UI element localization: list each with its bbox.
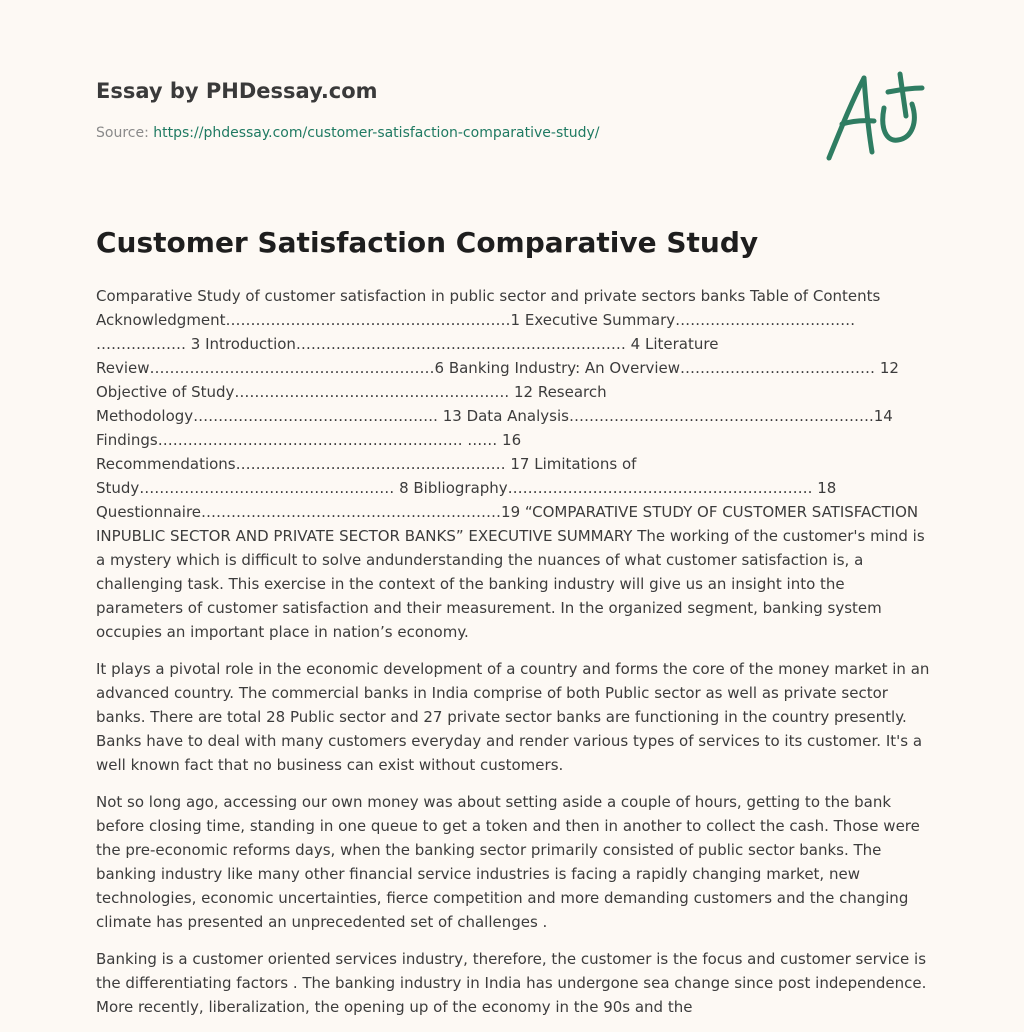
- article-body: [96, 284, 932, 1032]
- page-header: [96, 78, 696, 141]
- article-paragraph: Banking is a customer oriented services industry, therefore, the customer is the focus and customer service is the differentiating factors . The banking industry in India has undergone sea change since post independence. More recently, liberalization, the opening up of the economy in the 90s and the: [96, 950, 927, 1016]
- article-paragraph: It plays a pivotal role in the economic development of a country and forms the core of the money market in an advanced country. The commercial banks in India comprise of both Public sector as well as private sector banks. There are total 28 Public sector and 27 private sector banks are functioning in the country presently. Banks have to deal with many customers everyday and render various types of services to its customer. It's a well known fact that no business can exist without customers.: [96, 660, 930, 774]
- article-paragraph: Not so long ago, accessing our own money was about setting aside a couple of hours, getting to the bank before closing time, standing in one queue to get a token and then in another to collect the cash. Those were the pre-economic reforms days, when the banking sector primarily consisted of public sector banks. The banking industry like many other financial service industries is facing a rapidly changing market, new technologies, economic uncertainties, fierce competition and more demanding customers and the changing climate has presented an unprecedented set of challenges .: [96, 793, 920, 931]
- source-line: [96, 125, 600, 141]
- article-paragraph: Comparative Study of customer satisfaction in public sector and private sectors banks Table of Contents Acknowledgment…………………………………………………1 Executive Summary……………………………… ……………… 3 Introduction………………………………………………………… 4 Literature Review…………………………………………………6 Banking Industry: An Overview………………………………… 12 Objective of Study………………………………………………. 12 Research Methodology…………………………………………. 13 Data Analysis…………………………………………………….14 Findings……………………………………………………. …… 16 Recommendations……………………………………………… 17 Limitations of Study…………………………………………… 8 Bibliography……………………………………………………. 18 Questionnaire……………………………………………………19 “COMPARATIVE STUDY OF CUSTOMER SATISFACTION INPUBLIC SECTOR AND PRIVATE SECTOR BANKS” EXECUTIVE SUMMARY The working of the customer's mind is a mystery which is difficult to solve andunderstanding the nuances of what customer satisfaction is, a challenging task. This exercise in the context of the banking industry will give us an insight into the parameters of customer satisfaction and their measurement. In the organized segment, banking system occupies an important place in nation’s economy.: [96, 287, 925, 641]
- a-plus-logo-graphic: [822, 66, 932, 166]
- source-label: Source:: [96, 125, 149, 141]
- source-link[interactable]: https://phdessay.com/customer-satisfaction-comparative-study/: [153, 125, 600, 141]
- brand-title: Essay by PHDessay.com: [96, 79, 378, 103]
- article-title: Customer Satisfaction Comparative Study: [96, 226, 759, 259]
- a-plus-logo-icon: [822, 66, 932, 166]
